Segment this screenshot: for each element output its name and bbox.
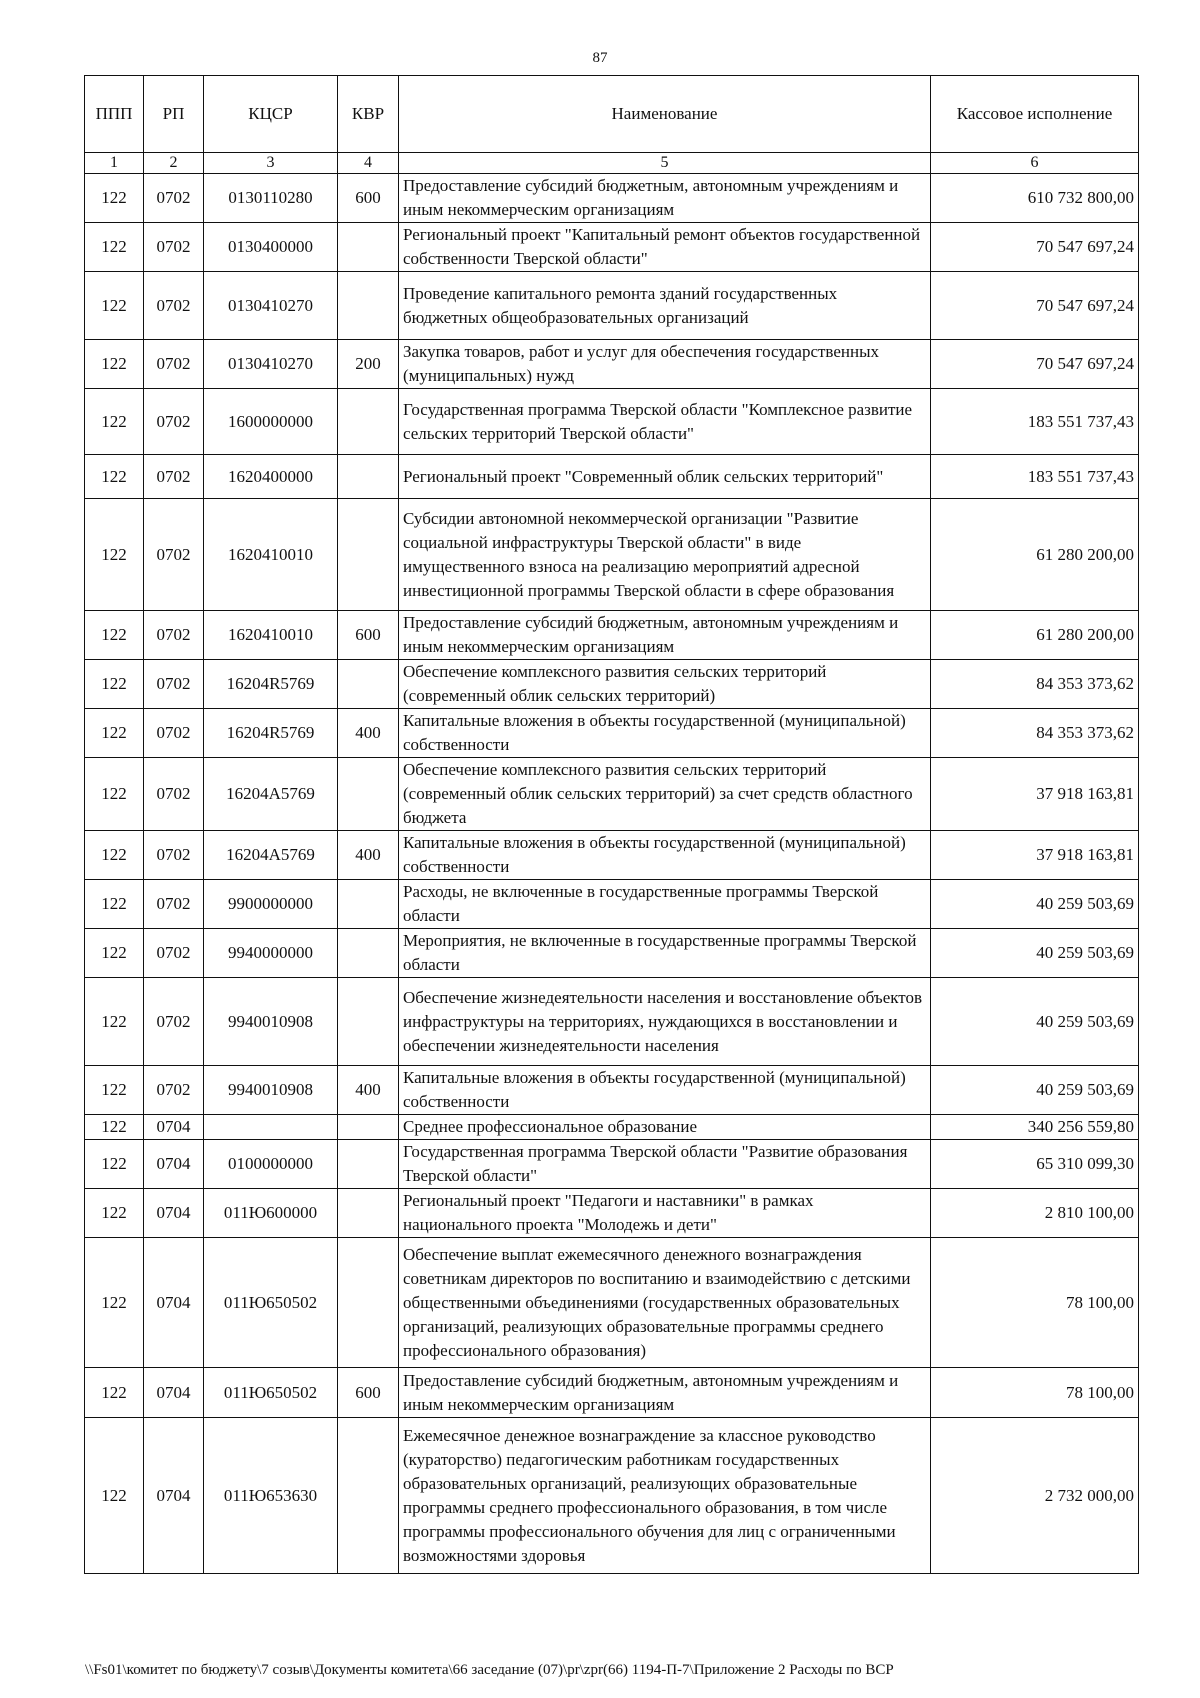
table-row — [85, 929, 1139, 978]
cell-amount: 2 732 000,00 — [931, 1418, 1139, 1574]
cell-kcsr: 1620410010 — [204, 611, 338, 660]
cell-rp: 0704 — [144, 1238, 204, 1368]
cell-kvr — [338, 1115, 399, 1140]
cell-ppp: 122 — [85, 499, 144, 611]
cell-kcsr: 011Ю650502 — [204, 1368, 338, 1418]
cell-amount: 40 259 503,69 — [931, 1066, 1139, 1115]
cell-rp: 0702 — [144, 978, 204, 1066]
cell-name: Мероприятия, не включенные в государственные программы Тверской области — [399, 929, 931, 978]
cell-kcsr: 0130110280 — [204, 174, 338, 223]
cell-rp: 0702 — [144, 709, 204, 758]
cell-rp: 0704 — [144, 1368, 204, 1418]
cell-ppp: 122 — [85, 455, 144, 499]
cell-name: Капитальные вложения в объекты государственной (муниципальной) собственности — [399, 1066, 931, 1115]
cell-kvr: 400 — [338, 709, 399, 758]
cell-rp: 0704 — [144, 1418, 204, 1574]
cell-kvr — [338, 758, 399, 831]
cell-amount: 78 100,00 — [931, 1368, 1139, 1418]
table-row — [85, 1238, 1139, 1368]
cell-kvr — [338, 1189, 399, 1238]
cell-amount: 2 810 100,00 — [931, 1189, 1139, 1238]
cell-ppp: 122 — [85, 880, 144, 929]
cell-kvr — [338, 223, 399, 272]
table-row — [85, 1418, 1139, 1574]
column-number: 1 — [85, 153, 144, 174]
column-number: 3 — [204, 153, 338, 174]
cell-kcsr: 1620410010 — [204, 499, 338, 611]
cell-kcsr: 16204A5769 — [204, 831, 338, 880]
cell-kvr: 600 — [338, 611, 399, 660]
cell-ppp: 122 — [85, 831, 144, 880]
cell-ppp: 122 — [85, 1140, 144, 1189]
cell-rp: 0702 — [144, 1066, 204, 1115]
column-header-rp: РП — [144, 76, 204, 153]
table-row — [85, 758, 1139, 831]
cell-name: Региональный проект "Педагоги и наставники" в рамках национального проекта "Молодежь и дети" — [399, 1189, 931, 1238]
cell-ppp: 122 — [85, 223, 144, 272]
cell-kcsr: 16204A5769 — [204, 758, 338, 831]
cell-name: Предоставление субсидий бюджетным, автономным учреждениям и иным некоммерческим организациям — [399, 174, 931, 223]
table-row — [85, 389, 1139, 455]
cell-kcsr: 0130410270 — [204, 340, 338, 389]
cell-name: Проведение капитального ремонта зданий государственных бюджетных общеобразовательных организаций — [399, 272, 931, 340]
cell-kvr — [338, 978, 399, 1066]
cell-amount: 70 547 697,24 — [931, 340, 1139, 389]
cell-rp: 0702 — [144, 174, 204, 223]
cell-name: Региональный проект "Современный облик сельских территорий" — [399, 455, 931, 499]
cell-name: Государственная программа Тверской области "Развитие образования Тверской области" — [399, 1140, 931, 1189]
table-row — [85, 709, 1139, 758]
cell-name: Предоставление субсидий бюджетным, автономным учреждениям и иным некоммерческим организациям — [399, 1368, 931, 1418]
column-header-kvr: КВР — [338, 76, 399, 153]
column-header-amount: Кассовое исполнение — [931, 76, 1139, 153]
cell-ppp: 122 — [85, 272, 144, 340]
cell-kcsr: 16204R5769 — [204, 660, 338, 709]
cell-rp: 0704 — [144, 1189, 204, 1238]
cell-kcsr: 0100000000 — [204, 1140, 338, 1189]
cell-kvr — [338, 455, 399, 499]
cell-kcsr: 0130410270 — [204, 272, 338, 340]
cell-ppp: 122 — [85, 1115, 144, 1140]
cell-rp: 0704 — [144, 1115, 204, 1140]
cell-kcsr: 9940010908 — [204, 1066, 338, 1115]
column-number: 4 — [338, 153, 399, 174]
table-row — [85, 455, 1139, 499]
table-row — [85, 174, 1139, 223]
cell-ppp: 122 — [85, 1066, 144, 1115]
budget-table — [84, 75, 1139, 1574]
cell-kvr: 200 — [338, 340, 399, 389]
cell-amount: 61 280 200,00 — [931, 499, 1139, 611]
cell-name: Обеспечение выплат ежемесячного денежного вознаграждения советникам директоров по воспитанию и взаимодействию с детскими общественными объединениями (государственных образовательных организаций, реализующих образовательные программы среднего профессионального образования) — [399, 1238, 931, 1368]
column-number: 6 — [931, 153, 1139, 174]
cell-rp: 0704 — [144, 1140, 204, 1189]
table-row — [85, 831, 1139, 880]
cell-rp: 0702 — [144, 340, 204, 389]
table-body — [85, 174, 1139, 1574]
cell-rp: 0702 — [144, 389, 204, 455]
cell-amount: 40 259 503,69 — [931, 978, 1139, 1066]
cell-rp: 0702 — [144, 223, 204, 272]
cell-amount: 340 256 559,80 — [931, 1115, 1139, 1140]
cell-amount: 40 259 503,69 — [931, 929, 1139, 978]
page-number: 87 — [592, 50, 608, 66]
cell-amount: 183 551 737,43 — [931, 389, 1139, 455]
cell-rp: 0702 — [144, 455, 204, 499]
cell-ppp: 122 — [85, 660, 144, 709]
cell-kvr: 600 — [338, 1368, 399, 1418]
cell-amount: 84 353 373,62 — [931, 660, 1139, 709]
cell-amount: 84 353 373,62 — [931, 709, 1139, 758]
cell-kvr — [338, 929, 399, 978]
cell-name: Обеспечение комплексного развития сельских территорий (современный облик сельских территорий) — [399, 660, 931, 709]
cell-amount: 78 100,00 — [931, 1238, 1139, 1368]
cell-kcsr: 0130400000 — [204, 223, 338, 272]
table-row — [85, 223, 1139, 272]
cell-kvr — [338, 1140, 399, 1189]
cell-kcsr: 011Ю653630 — [204, 1418, 338, 1574]
cell-amount: 610 732 800,00 — [931, 174, 1139, 223]
cell-rp: 0702 — [144, 611, 204, 660]
cell-rp: 0702 — [144, 272, 204, 340]
cell-name: Капитальные вложения в объекты государственной (муниципальной) собственности — [399, 831, 931, 880]
cell-name: Обеспечение комплексного развития сельских территорий (современный облик сельских территорий) за счет средств областного бюджета — [399, 758, 931, 831]
cell-kvr: 600 — [338, 174, 399, 223]
column-number-row — [85, 153, 1139, 174]
cell-kvr — [338, 389, 399, 455]
cell-ppp: 122 — [85, 340, 144, 389]
cell-rp: 0702 — [144, 929, 204, 978]
cell-kcsr: 1600000000 — [204, 389, 338, 455]
table-row — [85, 1066, 1139, 1115]
table-row — [85, 340, 1139, 389]
cell-name: Региональный проект "Капитальный ремонт объектов государственной собственности Тверской области" — [399, 223, 931, 272]
cell-name: Субсидии автономной некоммерческой организации "Развитие социальной инфраструктуры Тверской области" в виде имущественного взноса на реализацию мероприятий адресной инвестиционной программы Тверской области в сфере образования — [399, 499, 931, 611]
column-number: 5 — [399, 153, 931, 174]
header-row — [85, 76, 1139, 153]
cell-amount: 70 547 697,24 — [931, 272, 1139, 340]
cell-kvr — [338, 272, 399, 340]
cell-kcsr: 1620400000 — [204, 455, 338, 499]
cell-name: Обеспечение жизнедеятельности населения и восстановление объектов инфраструктуры на территориях, нуждающихся в восстановлении и обеспечении жизнедеятельности населения — [399, 978, 931, 1066]
cell-name: Расходы, не включенные в государственные программы Тверской области — [399, 880, 931, 929]
cell-rp: 0702 — [144, 499, 204, 611]
column-header-ppp: ППП — [85, 76, 144, 153]
table-row — [85, 1189, 1139, 1238]
cell-ppp: 122 — [85, 389, 144, 455]
cell-amount: 65 310 099,30 — [931, 1140, 1139, 1189]
cell-amount: 70 547 697,24 — [931, 223, 1139, 272]
cell-kvr — [338, 1418, 399, 1574]
cell-kcsr: 9900000000 — [204, 880, 338, 929]
table-row — [85, 660, 1139, 709]
cell-name: Закупка товаров, работ и услуг для обеспечения государственных (муниципальных) нужд — [399, 340, 931, 389]
cell-kvr — [338, 660, 399, 709]
cell-amount: 37 918 163,81 — [931, 758, 1139, 831]
cell-ppp: 122 — [85, 611, 144, 660]
column-header-kcsr: КЦСР — [204, 76, 338, 153]
cell-rp: 0702 — [144, 880, 204, 929]
file-path-footer: \\Fs01\комитет по бюджету\7 созыв\Документы комитета\66 заседание (07)\pr\zpr(66) 1194-П-7\Приложение 2 Расходы по ВСР — [85, 1662, 894, 1678]
cell-kvr — [338, 499, 399, 611]
table-row — [85, 978, 1139, 1066]
cell-kvr — [338, 1238, 399, 1368]
cell-name: Среднее профессиональное образование — [399, 1115, 931, 1140]
column-number: 2 — [144, 153, 204, 174]
cell-ppp: 122 — [85, 978, 144, 1066]
cell-name: Капитальные вложения в объекты государственной (муниципальной) собственности — [399, 709, 931, 758]
cell-amount: 40 259 503,69 — [931, 880, 1139, 929]
cell-kvr: 400 — [338, 831, 399, 880]
cell-kvr: 400 — [338, 1066, 399, 1115]
cell-kcsr: 011Ю650502 — [204, 1238, 338, 1368]
cell-ppp: 122 — [85, 1368, 144, 1418]
cell-ppp: 122 — [85, 1189, 144, 1238]
table-row — [85, 1115, 1139, 1140]
cell-kcsr: 16204R5769 — [204, 709, 338, 758]
column-header-name: Наименование — [399, 76, 931, 153]
cell-kcsr: 011Ю600000 — [204, 1189, 338, 1238]
cell-amount: 183 551 737,43 — [931, 455, 1139, 499]
cell-amount: 61 280 200,00 — [931, 611, 1139, 660]
cell-ppp: 122 — [85, 758, 144, 831]
cell-ppp: 122 — [85, 174, 144, 223]
cell-ppp: 122 — [85, 1418, 144, 1574]
cell-kcsr: 9940000000 — [204, 929, 338, 978]
cell-kcsr — [204, 1115, 338, 1140]
cell-name: Государственная программа Тверской области "Комплексное развитие сельских территорий Тверской области" — [399, 389, 931, 455]
cell-name: Ежемесячное денежное вознаграждение за классное руководство (кураторство) педагогическим работникам государственных образовательных организаций, реализующих образовательные программы среднего профессионального образования, в том числе программы профессионального обучения для лиц с ограниченными возможностями здоровья — [399, 1418, 931, 1574]
table-row — [85, 499, 1139, 611]
cell-kcsr: 9940010908 — [204, 978, 338, 1066]
cell-ppp: 122 — [85, 929, 144, 978]
table-row — [85, 1140, 1139, 1189]
cell-rp: 0702 — [144, 660, 204, 709]
table-row — [85, 1368, 1139, 1418]
cell-rp: 0702 — [144, 758, 204, 831]
table-row — [85, 611, 1139, 660]
table-row — [85, 272, 1139, 340]
cell-ppp: 122 — [85, 1238, 144, 1368]
cell-amount: 37 918 163,81 — [931, 831, 1139, 880]
cell-rp: 0702 — [144, 831, 204, 880]
table-row — [85, 880, 1139, 929]
cell-ppp: 122 — [85, 709, 144, 758]
cell-kvr — [338, 880, 399, 929]
cell-name: Предоставление субсидий бюджетным, автономным учреждениям и иным некоммерческим организациям — [399, 611, 931, 660]
